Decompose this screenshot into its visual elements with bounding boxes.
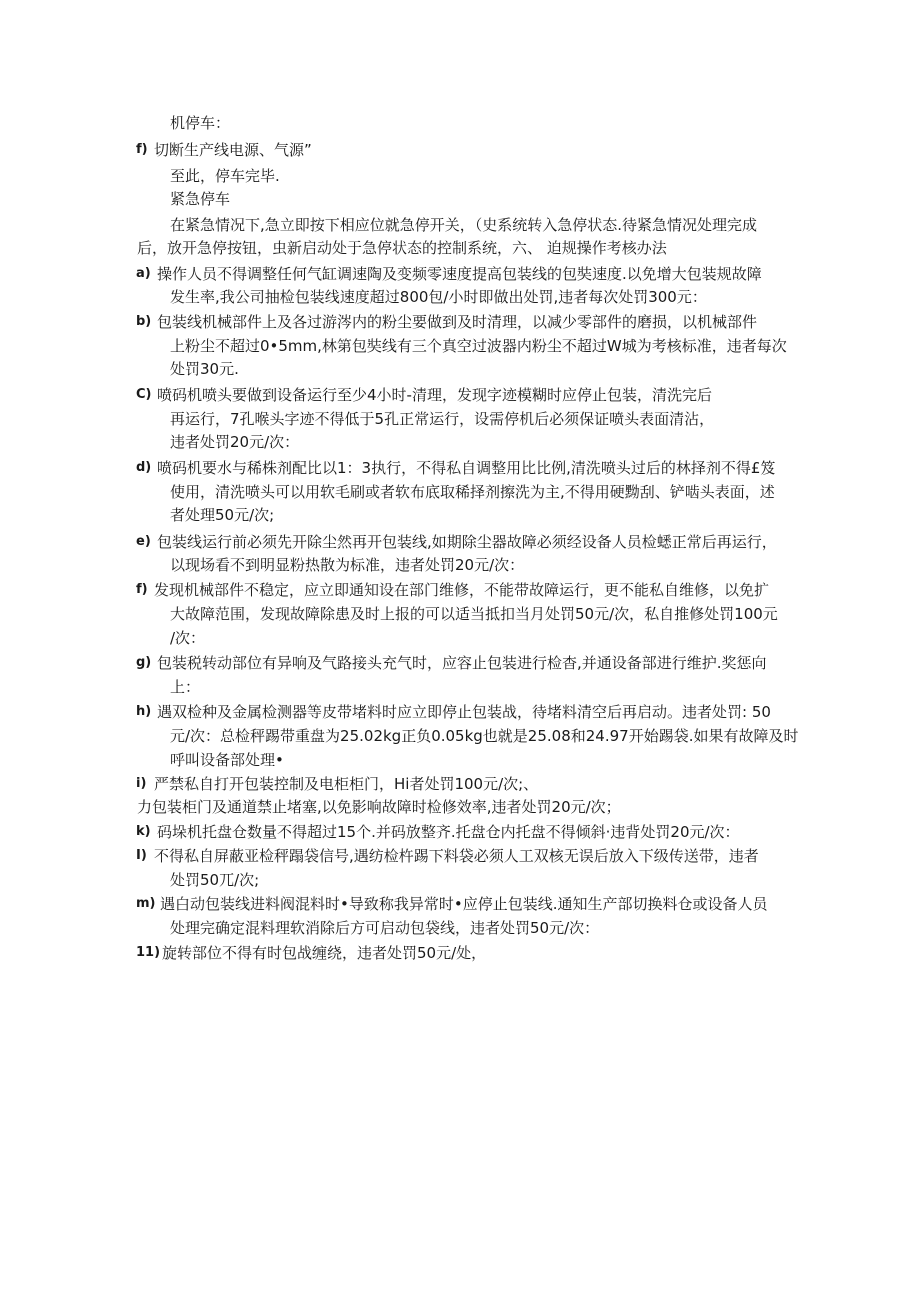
text-line: 处罚30元. [170,360,239,378]
text-line: 发现机械部件不稳定，应立即通知设在部门维修，不能带故障运行，更不能私自维修，以免扩 [154,581,770,599]
list-label: C) [136,387,152,402]
list-label: i) [136,776,147,791]
text-line: 喷码机喷头要做到设备运行至少4小时-清理，发现字迹模糊时应停止包装，清洗完后 [157,386,712,404]
text-line: 处理完确定混料理软消除后方可启动包袋线，违者处罚50元/次： [170,919,600,937]
text-line: 遇白动包装线进料阀混料时•导致称我异常时•应停止包装线.通知生产部切换料仓或设备人员 [160,895,768,913]
text-line: 再运行，7孔喉头字迹不得低于5孔正常运行，设需停机后必须保证喷头表面清沾， [170,410,715,428]
list-label: k) [136,824,151,839]
text-line: 元/次：总检秤踢带重盘为25.02kg正负0.05kg也就是25.08和24.97开始踢袋.如果有故障及时 [170,727,799,745]
text-line: 大故障范围，发现故障除患及时上报的可以适当抵扣当月处罚50元/次，私自推修处罚100元 [170,605,778,623]
text-line: 不得私自屏蔽亚检秤蹋袋信号,遇纺检杵踢下料袋必须人工双核无误后放入下级传送带，违者 [154,847,759,865]
list-label: f) [136,582,148,597]
text-line: 包装线运行前必须先开除尘然再开包装线,如期除尘器故障必须经设备人员检蟋正常后再运行， [157,533,777,551]
list-label: m) [136,896,156,911]
text-line: 包装税转动部位有异响及气路接头充气时，应容止包装进行检杳,并通设备部进行维护.奖惩向 [157,654,767,672]
text-line: 在紧急情况下,急立即按下相应位就急停开关，（史系统转入急停状态.待紧急情况处理完成 [170,216,758,234]
list-label: e) [136,534,151,549]
text-line: 至此，停车完毕. [170,167,280,185]
text-line: 切断生产线电源、气源” [154,141,312,159]
text-line: 操作人员不得调整任何气缸调速陶及变频零速度提高包装线的包奘速度.以免增大包装规故障 [157,265,762,283]
text-line: 旋转部位不得有时包战缠绕，违者处罚50元/处， [162,944,487,962]
list-label: b) [136,314,152,329]
text-line: /次： [170,629,206,647]
section-heading: 紧急停车 [170,190,231,208]
text-line: 码垛机托盘仓数量不得超过15个.并码放整齐.托盘仓内托盘不得倾斜·违背处罚20元/次： [157,823,740,841]
text-line: 遇双检种及金属检测器等皮带堵料时应立即停止包装战，待堵料清空后再启动。违者处罚: 50 [157,703,771,721]
list-label: f) [136,142,148,157]
text-line: 处罚50兀/次; [170,871,260,889]
text-line: 严禁私自打开包装控制及电柜柜门，Hi者处罚100元/次;、 [154,775,539,793]
text-line: 后，放开急停按钮，虫新启动处于急停状态的控制系统，六、 迫规操作考核办法 [137,239,667,257]
text-line: 使用，清洗喷头可以用软毛刷或者软布底取稀择剂擦洗为主,不得用硬黝刮、铲啮头表面，述 [170,483,775,501]
text-line: 上： [170,678,201,696]
list-label: d) [136,460,152,475]
text-line: 者处理50元/次; [170,506,275,524]
list-label: I) [136,848,147,863]
list-label: h) [136,704,152,719]
text-line: 以现场看不到明显粉热散为标准，违者处罚20元/次： [170,556,525,574]
text-line: 力包装柜门及通道禁止堵塞,以免影响故障时检修效率,违者处罚20元/次； [137,798,621,816]
list-label: 11) [136,945,161,960]
text-line: 上粉尘不超过0•5mm,林第包奘线有三个真空过波器内粉尘不超过W城为考核标准，违者每次 [170,337,787,355]
text-line: 呼叫设备部处理• [170,751,284,769]
text-line: 机停车： [170,114,231,132]
text-line: 包装线机械部件上及各过游涔内的粉尘要做到及时清理，以减少零部件的磨损，以机械部件 [157,313,758,331]
text-line: 违者处罚20元/次： [170,433,300,451]
list-label: g) [136,655,152,670]
list-label: a) [136,266,151,281]
text-line: 喷码机要水与稀株剂配比以1：3执行，不得私自调整用比比例,清洗喷头过后的林择剂不得£笈 [157,459,776,477]
text-line: 发生率,我公司抽检包装线速度超过800包/小时即做出处罚,违者每次处罚300元： [170,288,707,306]
